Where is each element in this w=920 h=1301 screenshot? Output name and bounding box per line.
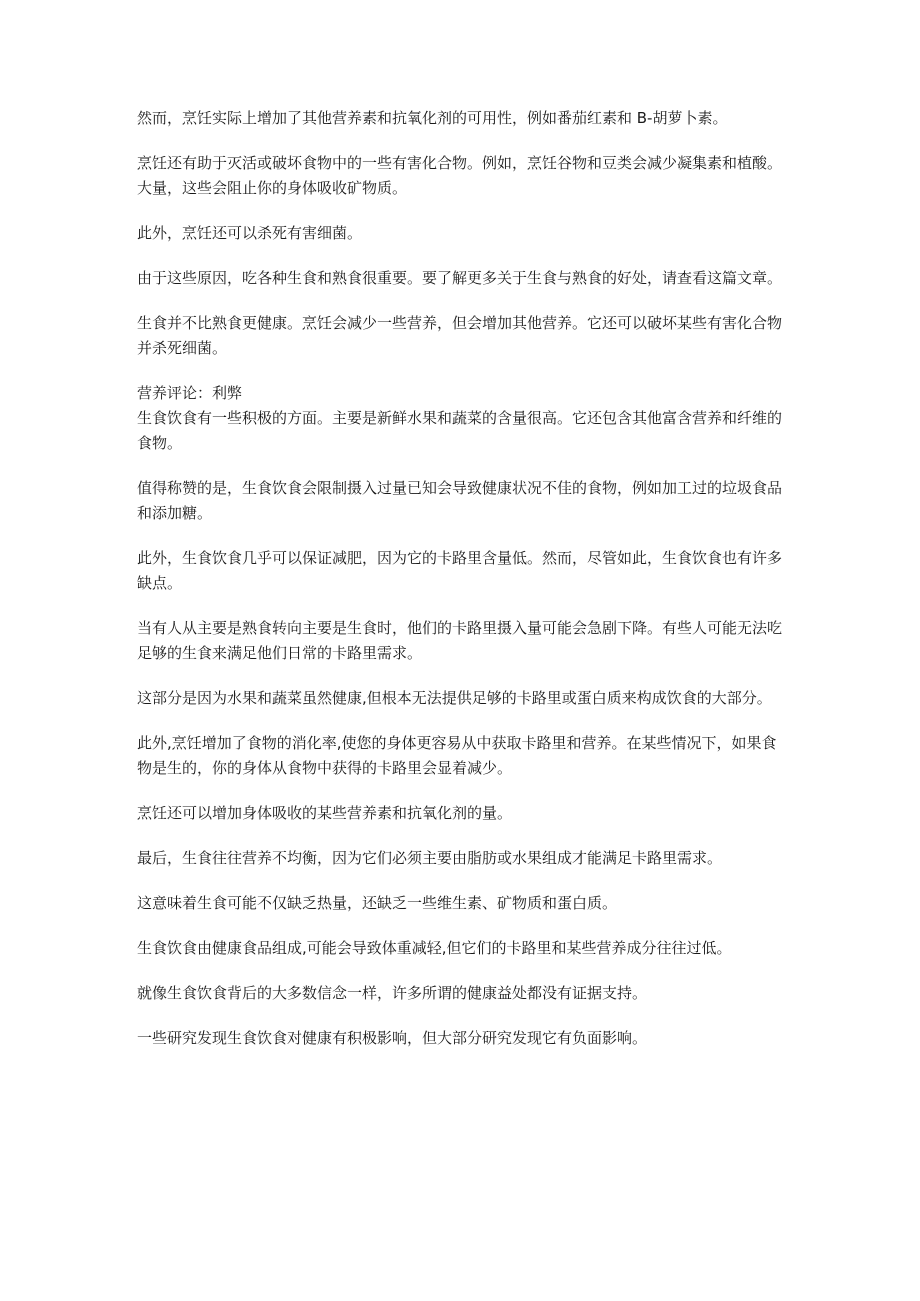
- paragraph-2: 烹饪还有助于灭活或破坏食物中的一些有害化合物。例如，烹饪谷物和豆类会减少凝集素和植酸。大量，这些会阻止你的身体吸收矿物质。: [137, 154, 783, 197]
- paragraph-11: 此外,烹饪增加了食物的消化率,使您的身体更容易从中获取卡路里和营养。在某些情况下，如果食物是生的，你的身体从食物中获得的卡路里会显着减少。: [137, 734, 777, 777]
- paragraph-5: 生食并不比熟食更健康。烹饪会减少一些营养，但会增加其他营养。它还可以破坏某些有害化合物并杀死细菌。: [137, 314, 783, 357]
- paragraph-12: 烹饪还可以增加身体吸收的某些营养素和抗氧化剂的量。: [137, 804, 513, 822]
- paragraph-9: 当有人从主要是熟食转向主要是生食时，他们的卡路里摄入量可能会急剧下降。有些人可能无法吃足够的生食来满足他们日常的卡路里需求。: [137, 619, 783, 662]
- paragraph-3: 此外，烹饪还可以杀死有害细菌。: [137, 224, 363, 242]
- paragraph-10: 这部分是因为水果和蔬菜虽然健康,但根本无法提供足够的卡路里或蛋白质来构成饮食的大部分。: [137, 689, 772, 707]
- section-heading: 营养评论：利弊: [137, 384, 243, 402]
- paragraph-6: 生食饮食有一些积极的方面。主要是新鲜水果和蔬菜的含量很高。它还包含其他富含营养和纤维的食物。: [137, 409, 783, 452]
- paragraph-17: 一些研究发现生食饮食对健康有积极影响，但大部分研究发现它有负面影响。: [137, 1029, 648, 1047]
- paragraph-8: 此外，生食饮食几乎可以保证减肥，因为它的卡路里含量低。然而，尽管如此，生食饮食也有许多缺点。: [137, 549, 783, 592]
- paragraph-1: 然而，烹饪实际上增加了其他营养素和抗氧化剂的可用性，例如番茄红素和 B-胡萝卜素。: [137, 109, 728, 127]
- paragraph-15: 生食饮食由健康食品组成,可能会导致体重减轻,但它们的卡路里和某些营养成分往往过低。: [137, 939, 732, 957]
- paragraph-14: 这意味着生食可能不仅缺乏热量，还缺乏一些维生素、矿物质和蛋白质。: [137, 894, 618, 912]
- paragraph-13: 最后，生食往往营养不均衡，因为它们必须主要由脂肪或水果组成才能满足卡路里需求。: [137, 849, 723, 867]
- paragraph-4: 由于这些原因，吃各种生食和熟食很重要。要了解更多关于生食与熟食的好处，请查看这篇文章。: [137, 269, 783, 287]
- document-body: [137, 106, 787, 1071]
- paragraph-7: 值得称赞的是，生食饮食会限制摄入过量已知会导致健康状况不佳的食物，例如加工过的垃圾食品和添加糖。: [137, 479, 783, 522]
- paragraph-16: 就像生食饮食背后的大多数信念一样，许多所谓的健康益处都没有证据支持。: [137, 984, 648, 1002]
